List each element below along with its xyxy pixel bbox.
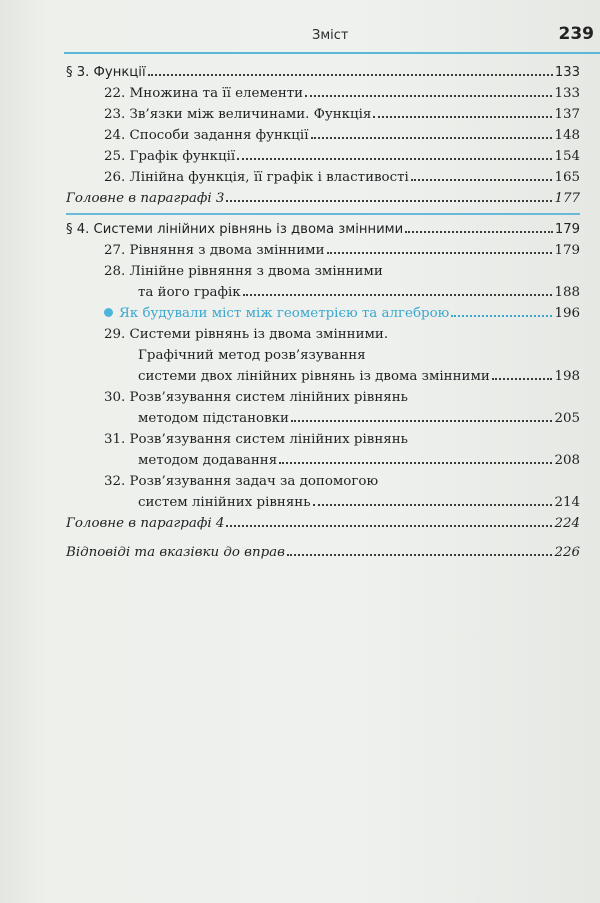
toc-summary-4[interactable]: Головне в параграфі 4 224 [66,516,580,531]
dot-leader [411,170,553,181]
toc-item-31-cont[interactable]: методом додавання 208 [138,453,580,468]
dot-leader [492,369,553,380]
dot-leader [405,222,553,233]
dot-leader [373,107,552,118]
section-separator [66,213,580,215]
toc-item-25[interactable]: 25. Графік функції 154 [104,149,580,164]
toc-item-29[interactable]: 29. Системи рівнянь із двома змінними. [104,327,389,342]
toc-item-28[interactable]: 28. Лінійне рівняння з двома змінними [104,264,383,279]
toc-item-32[interactable]: 32. Розв’язування задач за допомогою [104,474,379,489]
toc-answers[interactable]: Відповіді та вказівки до вправ 226 [66,545,580,560]
toc-item-32-cont[interactable]: систем лінійних рівнянь 214 [138,495,580,510]
dot-leader [237,149,552,160]
table-of-contents [66,62,580,563]
toc-item-24[interactable]: 24. Способи задання функції 148 [104,128,580,143]
toc-item-26[interactable]: 26. Лінійна функція, її графік і властивості 165 [104,170,580,185]
toc-summary-3[interactable]: Головне в параграфі 3 177 [66,191,580,206]
toc-item-28-cont[interactable]: та його графік 188 [138,285,580,300]
toc-item-29-cont[interactable]: системи двох лінійних рівнянь із двома змінними 198 [138,369,580,384]
dot-leader [305,86,552,97]
dot-leader [327,243,553,254]
toc-item-29-line2: Графічний метод розв’язування [138,348,366,363]
running-title: Зміст [312,28,349,43]
dot-leader [291,411,552,422]
toc-section-4[interactable]: § 4. Системи лінійних рівнянь із двома змінними 179 [66,222,580,237]
dot-leader [243,285,553,296]
toc-item-23[interactable]: 23. Зв’язки між величинами. Функція 137 [104,107,580,122]
header-rule [64,52,600,54]
toc-item-22[interactable]: 22. Множина та її елементи 133 [104,86,580,101]
toc-item-30-cont[interactable]: методом підстановки 205 [138,411,580,426]
dot-leader [313,495,553,506]
dot-leader [451,306,552,317]
page-number: 239 [558,24,594,44]
dot-leader [148,65,553,76]
bullet-icon [104,308,113,317]
toc-item-31[interactable]: 31. Розв’язування систем лінійних рівнянь [104,432,408,447]
dot-leader [279,453,552,464]
dot-leader [287,545,552,556]
toc-item-27[interactable]: 27. Рівняння з двома змінними 179 [104,243,580,258]
page-header [64,24,600,54]
toc-feature-bridge[interactable]: Як будували міст між геометрією та алгеброю 196 [66,303,580,324]
toc-item-30[interactable]: 30. Розв’язування систем лінійних рівнянь [104,390,408,405]
dot-leader [311,128,553,139]
dot-leader [226,516,552,527]
dot-leader [226,191,552,202]
toc-section-3[interactable]: § 3. Функції 133 [66,65,580,80]
